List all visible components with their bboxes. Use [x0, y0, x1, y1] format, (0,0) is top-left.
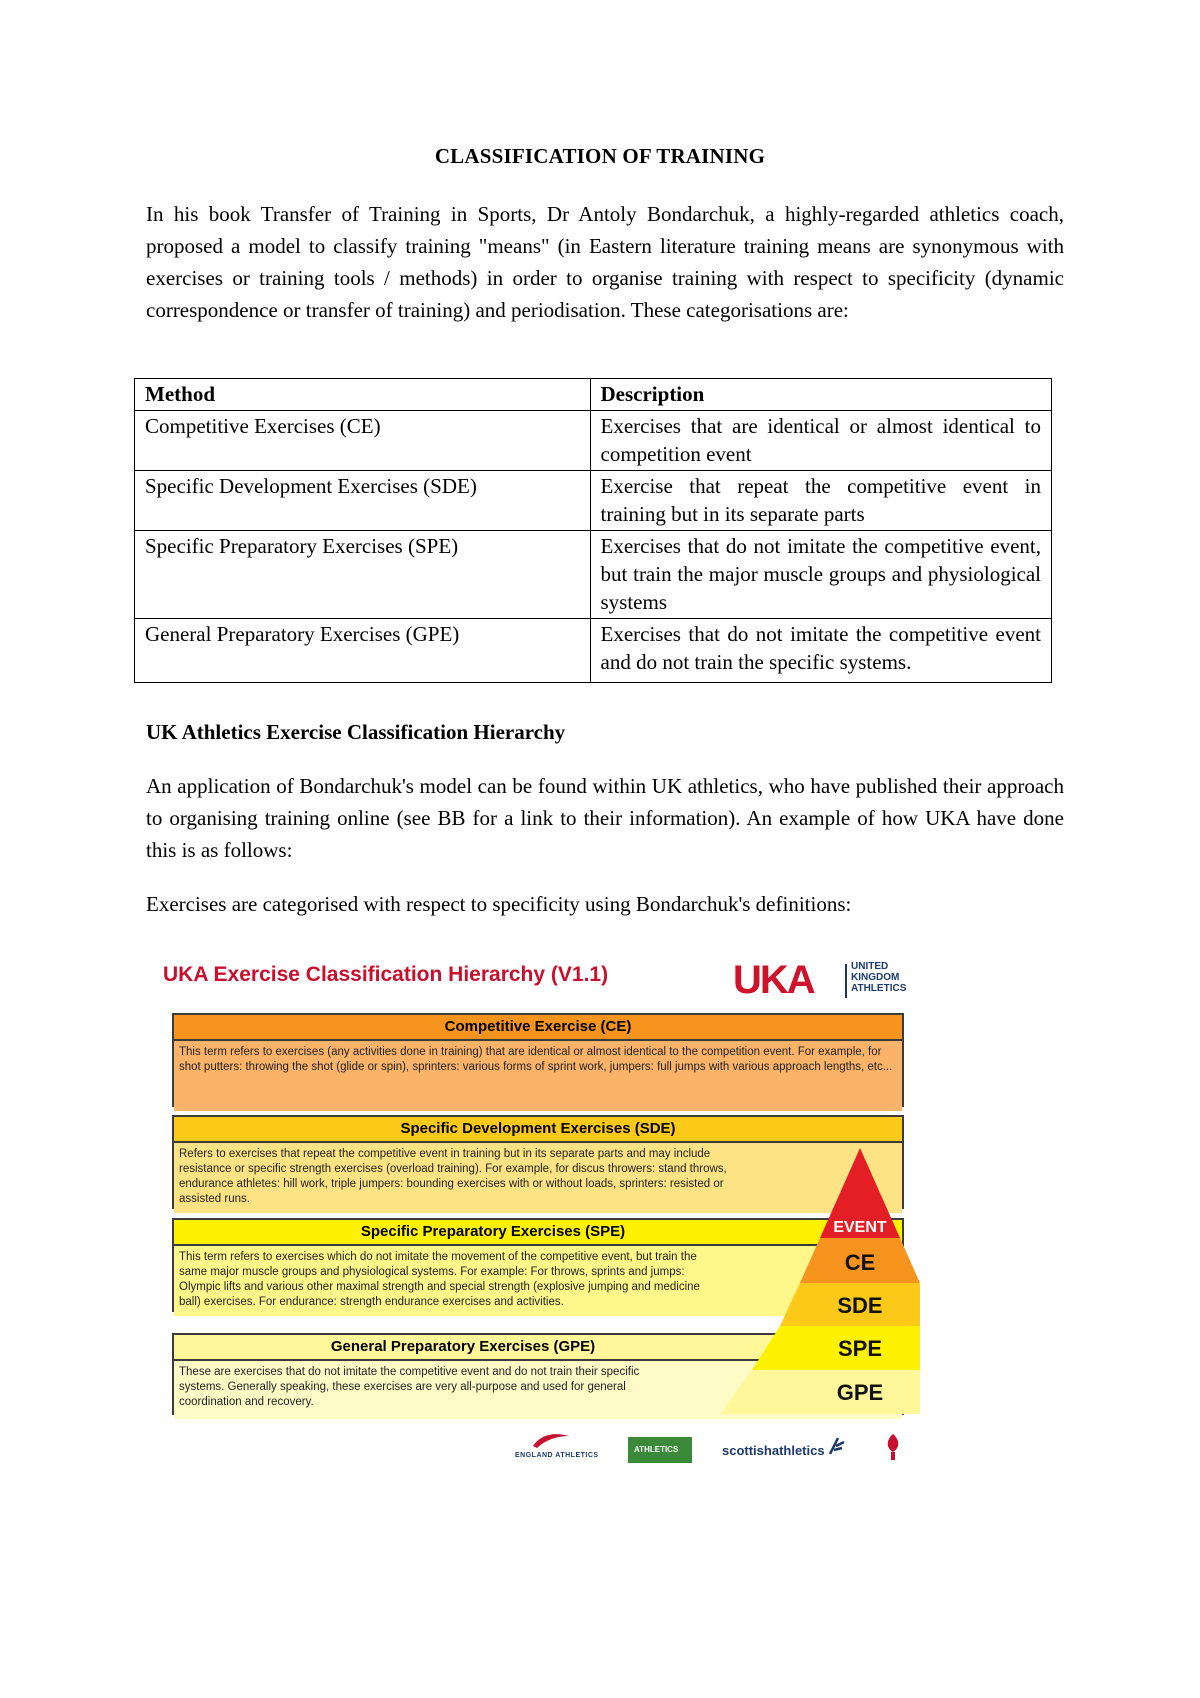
- table-row: [135, 471, 1052, 531]
- england-athletics-swoosh-icon: [531, 1430, 571, 1450]
- logo-line: KINGDOM: [851, 972, 900, 983]
- ce-description: This term refers to exercises (any activities done in training) that are identical or almost identical to the competition event. For example, for shot putters: throwing the shot (glide or spin), sprinters: various forms of sprint work, jumpers: full jumps with various approach lengths, etc...: [174, 1041, 902, 1111]
- page-title: CLASSIFICATION OF TRAINING: [434, 144, 766, 168]
- england-athletics-text: ENGLAND ATHLETICS: [515, 1452, 599, 1459]
- scottish-athletics-logo: [722, 1442, 842, 1482]
- pyramid-label-spe: SPE: [837, 1336, 883, 1361]
- categorised-paragraph: Exercises are categorised with respect to specificity using Bondarchuk's definitions:: [146, 892, 852, 916]
- pyramid-gpe-tier: [720, 1370, 920, 1414]
- method-cell: Specific Preparatory Exercises (SPE): [135, 531, 591, 619]
- description-cell: Exercises that do not imitate the competitive event and do not train the specific systems.: [590, 619, 1052, 683]
- england-athletics-logo: [515, 1430, 605, 1470]
- method-cell: Specific Development Exercises (SDE): [135, 471, 591, 531]
- figure-title: UKA Exercise Classification Hierarchy (V1.1): [163, 963, 609, 986]
- table-row: [135, 531, 1052, 619]
- table-header-row: [135, 379, 1052, 411]
- pyramid-spe-tier: [752, 1326, 920, 1370]
- uka-logo-mark: UKA: [733, 958, 814, 1002]
- ce-box: [172, 1013, 904, 1107]
- description-cell: Exercises that are identical or almost identical to competition event: [590, 411, 1052, 471]
- logo-line: UNITED: [851, 961, 889, 972]
- table-header-method: Method: [135, 379, 591, 411]
- description-cell: Exercises that do not imitate the competitive event, but train the major muscle groups and physiological systems: [590, 531, 1052, 619]
- pyramid-label-ce: CE: [844, 1250, 876, 1275]
- pyramid-label-event: EVENT: [833, 1219, 887, 1236]
- table-row: [135, 619, 1052, 683]
- method-cell: General Preparatory Exercises (GPE): [135, 619, 591, 683]
- uka-logo: [733, 958, 913, 1004]
- application-paragraph: An application of Bondarchuk's model can be found within UK athletics, who have published their approach to organising training online (see BB for a link to their information). An example of how UKA have done this is as follows:: [146, 774, 1064, 862]
- logo-divider: [845, 964, 847, 998]
- pyramid-label-sde: SDE: [837, 1293, 883, 1318]
- spe-description: This term refers to exercises which do not imitate the movement of the competitive event, but train the same major muscle groups and physiological systems. For example: For throws, sprints and jumps: Olympic lifts and various other maximal strength and special strength (explosive jumping and medicine ball) exercises. For endurance: strength endurance exercises and activities.: [174, 1246, 902, 1316]
- sde-heading: Specific Development Exercises (SDE): [174, 1117, 902, 1143]
- spe-heading: Specific Preparatory Exercises (SPE): [174, 1220, 902, 1246]
- logo-line: ATHLETICS: [851, 983, 907, 994]
- ce-heading: Competitive Exercise (CE): [174, 1015, 902, 1041]
- gpe-description: These are exercises that do not imitate the competitive event and do not train their specific systems. Generally speaking, these exercises are very all-purpose and used for general coordination and recovery.: [174, 1361, 902, 1419]
- athletics-ni-text: ATHLETICS: [634, 1445, 679, 1454]
- section-heading: UK Athletics Exercise Classification Hierarchy: [146, 720, 566, 744]
- pyramid-label-gpe: GPE: [836, 1380, 884, 1405]
- method-cell: Competitive Exercises (CE): [135, 411, 591, 471]
- table-header-description: Description: [590, 379, 1052, 411]
- uka-logo-words: [851, 961, 906, 994]
- scottish-athletics-text: scottishathletics: [722, 1443, 825, 1458]
- sde-description: Refers to exercises that repeat the competitive event in training but in its separate parts and may include resistance or specific strength exercises (overload training). For example, for discus throwers: stand throws, endurance athletes: hill work, triple jumpers: bounding exercises with or without loads, sprinters: resisted or assisted runs.: [174, 1143, 902, 1213]
- gpe-heading: General Preparatory Exercises (GPE): [174, 1335, 902, 1361]
- athletics-ni-logo: [628, 1437, 692, 1463]
- description-cell: Exercise that repeat the competitive event in training but in its separate parts: [590, 471, 1052, 531]
- welsh-athletics-dragon-icon: [882, 1432, 904, 1462]
- intro-paragraph: In his book Transfer of Training in Sports, Dr Antoly Bondarchuk, a highly-regarded athletics coach, proposed a model to classify training "means" (in Eastern literature training means are synonymous with exercises or training tools / methods) in order to organise training with respect to specificity (dynamic correspondence or transfer of training) and periodisation. These categorisations are:: [146, 202, 1064, 322]
- table-row: [135, 411, 1052, 471]
- specificity-pyramid: [690, 1148, 920, 1414]
- scottish-athletics-runner-icon: [826, 1434, 848, 1456]
- methods-table: [134, 378, 1052, 683]
